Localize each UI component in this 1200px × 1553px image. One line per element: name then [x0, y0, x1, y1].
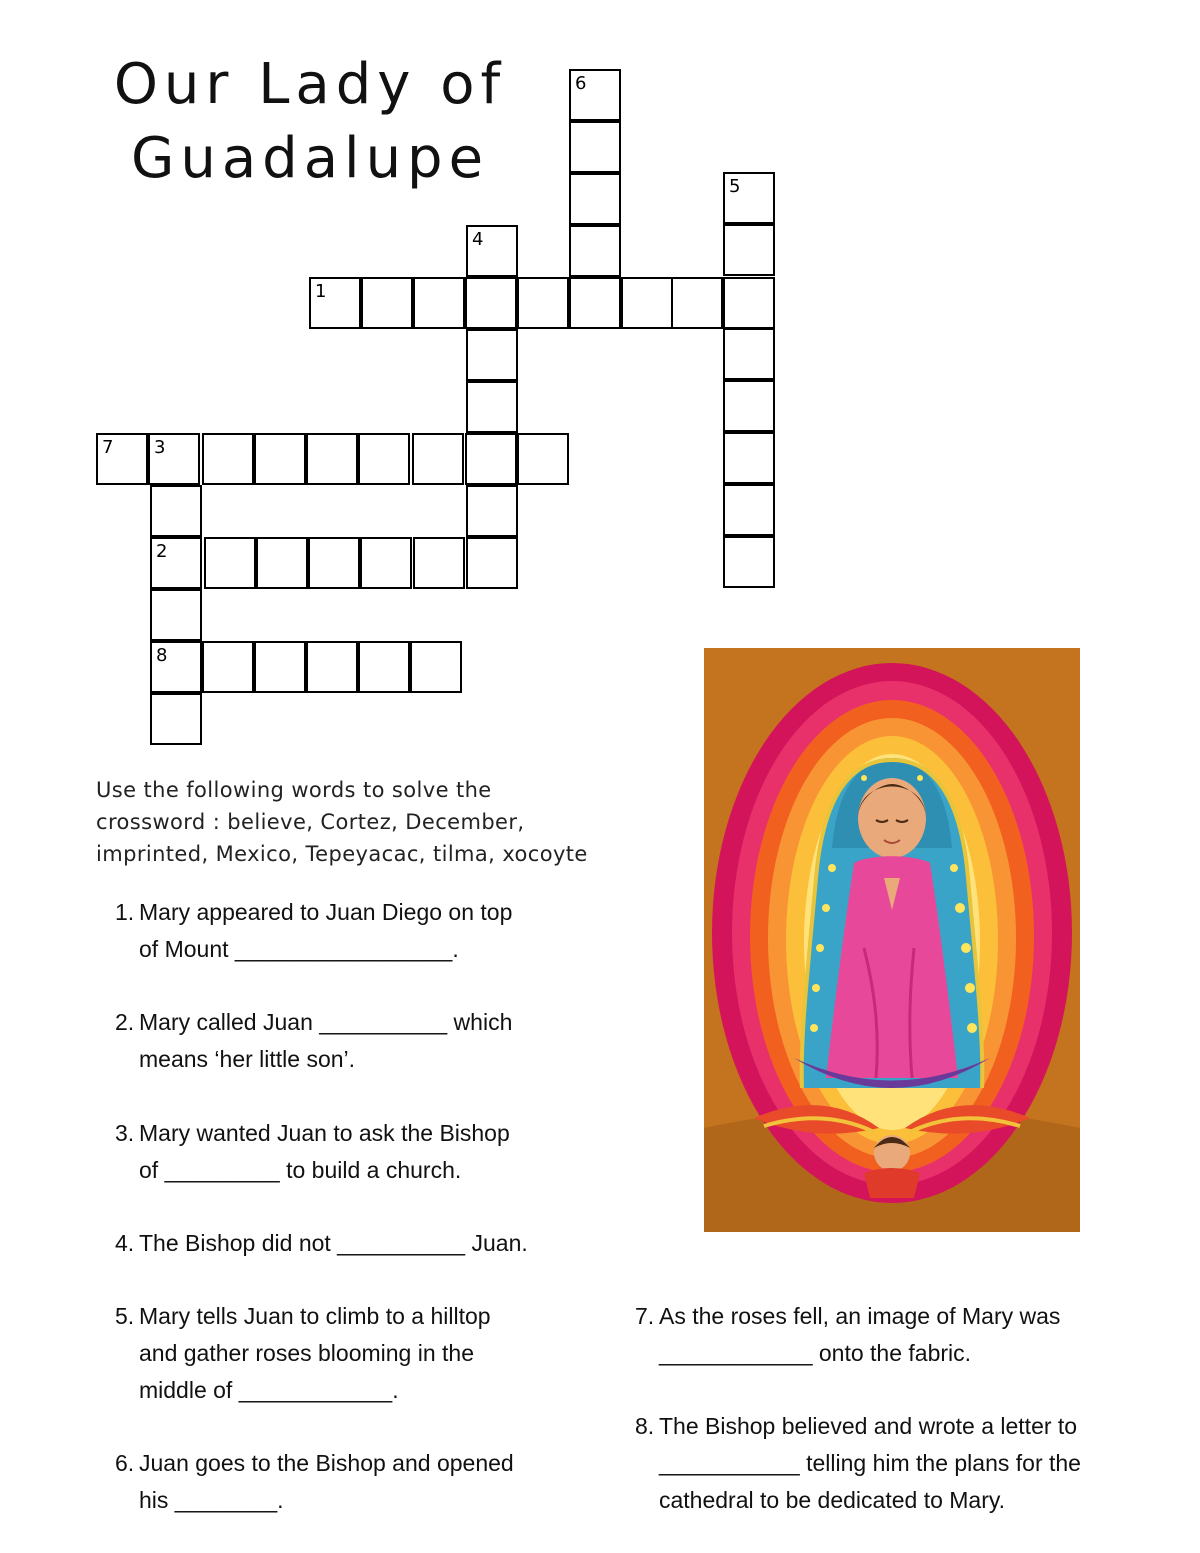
clue-6 — [115, 1445, 514, 1519]
clue-number: 4. — [115, 1230, 135, 1256]
crossword-cell[interactable] — [723, 224, 775, 276]
crossword-cell[interactable] — [569, 173, 621, 225]
crossword-cell[interactable] — [465, 433, 517, 485]
crossword-cell[interactable] — [413, 277, 465, 329]
clue-number: 5. — [115, 1303, 135, 1329]
clue-text: Mary wanted Juan to ask the Bishop — [139, 1120, 510, 1146]
clue-number-7: 7 — [102, 437, 114, 458]
word-bank-instructions — [96, 774, 656, 870]
crossword-cell[interactable] — [723, 172, 775, 224]
our-lady-of-guadalupe-illustration — [704, 648, 1080, 1232]
clue-2 — [115, 1004, 513, 1078]
crossword-cell[interactable] — [723, 328, 775, 380]
clue-4 — [115, 1225, 528, 1262]
clue-text: As the roses fell, an image of Mary was — [659, 1303, 1061, 1329]
crossword-cell[interactable] — [465, 277, 517, 329]
crossword-cell[interactable] — [723, 484, 775, 536]
clue-number: 2. — [115, 1009, 135, 1035]
clue-number-5: 5 — [729, 176, 741, 197]
crossword-cell[interactable] — [723, 277, 775, 329]
crossword-cell[interactable] — [410, 641, 462, 693]
clue-number: 6. — [115, 1450, 135, 1476]
clue-text: ____________ onto the fabric. — [659, 1340, 972, 1366]
crossword-cell[interactable] — [256, 537, 308, 589]
crossword-cell[interactable] — [254, 433, 306, 485]
word-bank-line: Use the following words to solve the — [96, 778, 492, 802]
clue-text: of _________ to build a church. — [139, 1157, 462, 1183]
crossword-cell[interactable] — [254, 641, 306, 693]
crossword-cell[interactable] — [361, 277, 413, 329]
clue-text: The Bishop believed and wrote a letter to — [659, 1413, 1078, 1439]
crossword-cell[interactable] — [517, 433, 569, 485]
title-line-2: Guadalupe — [130, 126, 490, 191]
clue-number-1: 1 — [315, 281, 327, 302]
crossword-cell[interactable] — [308, 537, 360, 589]
clue-text: middle of ____________. — [139, 1377, 399, 1403]
worksheet-title — [100, 48, 520, 196]
crossword-cell[interactable] — [202, 433, 254, 485]
crossword-cell[interactable] — [569, 121, 621, 173]
clue-text: means ‘her little son’. — [139, 1046, 356, 1072]
clue-text: Juan goes to the Bishop and opened — [139, 1450, 514, 1476]
clue-1 — [115, 894, 513, 968]
word-bank-line: imprinted, Mexico, Tepeyacac, tilma, xocoyte — [96, 842, 588, 866]
clue-number-3: 3 — [154, 437, 166, 458]
crossword-cell[interactable] — [723, 536, 775, 588]
clue-3 — [115, 1115, 510, 1189]
clue-text: cathedral to be dedicated to Mary. — [659, 1487, 1006, 1513]
clue-text: ___________ telling him the plans for the — [659, 1450, 1081, 1476]
clue-text: Mary appeared to Juan Diego on top — [139, 899, 513, 925]
crossword-cell[interactable] — [150, 641, 202, 693]
clue-5 — [115, 1298, 491, 1409]
crossword-cell[interactable] — [96, 433, 148, 485]
clue-8 — [635, 1408, 1081, 1519]
crossword-cell[interactable] — [466, 537, 518, 589]
crossword-cell[interactable] — [569, 225, 621, 277]
crossword-cell[interactable] — [204, 537, 256, 589]
crossword-cell[interactable] — [150, 485, 202, 537]
clue-number: 7. — [635, 1303, 655, 1329]
clue-text: of Mount _________________. — [139, 936, 459, 962]
crossword-cell[interactable] — [412, 433, 464, 485]
clue-number-2: 2 — [156, 541, 168, 562]
clue-number-6: 6 — [575, 73, 587, 94]
crossword-cell[interactable] — [306, 433, 358, 485]
clue-text: and gather roses blooming in the — [139, 1340, 474, 1366]
crossword-cell[interactable] — [671, 277, 723, 329]
crossword-cell[interactable] — [358, 433, 410, 485]
clue-number-4: 4 — [472, 229, 484, 250]
clue-text: his ________. — [139, 1487, 284, 1513]
clue-text: Mary called Juan __________ which — [139, 1009, 513, 1035]
crossword-cell[interactable] — [569, 277, 621, 329]
crossword-cell[interactable] — [150, 537, 202, 589]
crossword-cell[interactable] — [309, 277, 361, 329]
title-line-1: Our Lady of — [113, 52, 507, 117]
clue-7 — [635, 1298, 1061, 1372]
crossword-cell[interactable] — [150, 693, 202, 745]
crossword-cell[interactable] — [202, 641, 254, 693]
crossword-cell[interactable] — [466, 225, 518, 277]
clue-number: 3. — [115, 1120, 135, 1146]
crossword-cell[interactable] — [413, 537, 465, 589]
clue-number: 1. — [115, 899, 135, 925]
crossword-cell[interactable] — [466, 381, 518, 433]
word-bank-line: crossword : believe, Cortez, December, — [96, 810, 525, 834]
crossword-cell[interactable] — [723, 432, 775, 484]
crossword-cell[interactable] — [621, 277, 673, 329]
crossword-cell[interactable] — [150, 589, 202, 641]
crossword-cell[interactable] — [517, 277, 569, 329]
crossword-cell[interactable] — [569, 69, 621, 121]
crossword-cell[interactable] — [148, 433, 200, 485]
crossword-cell[interactable] — [360, 537, 412, 589]
crossword-cell[interactable] — [358, 641, 410, 693]
crossword-cell[interactable] — [466, 485, 518, 537]
crossword-cell[interactable] — [466, 329, 518, 381]
crossword-cell[interactable] — [723, 380, 775, 432]
crossword-cell[interactable] — [306, 641, 358, 693]
clue-number-8: 8 — [156, 645, 168, 666]
clue-text: Mary tells Juan to climb to a hilltop — [139, 1303, 491, 1329]
clue-text: The Bishop did not __________ Juan. — [139, 1230, 528, 1256]
clue-number: 8. — [635, 1413, 655, 1439]
